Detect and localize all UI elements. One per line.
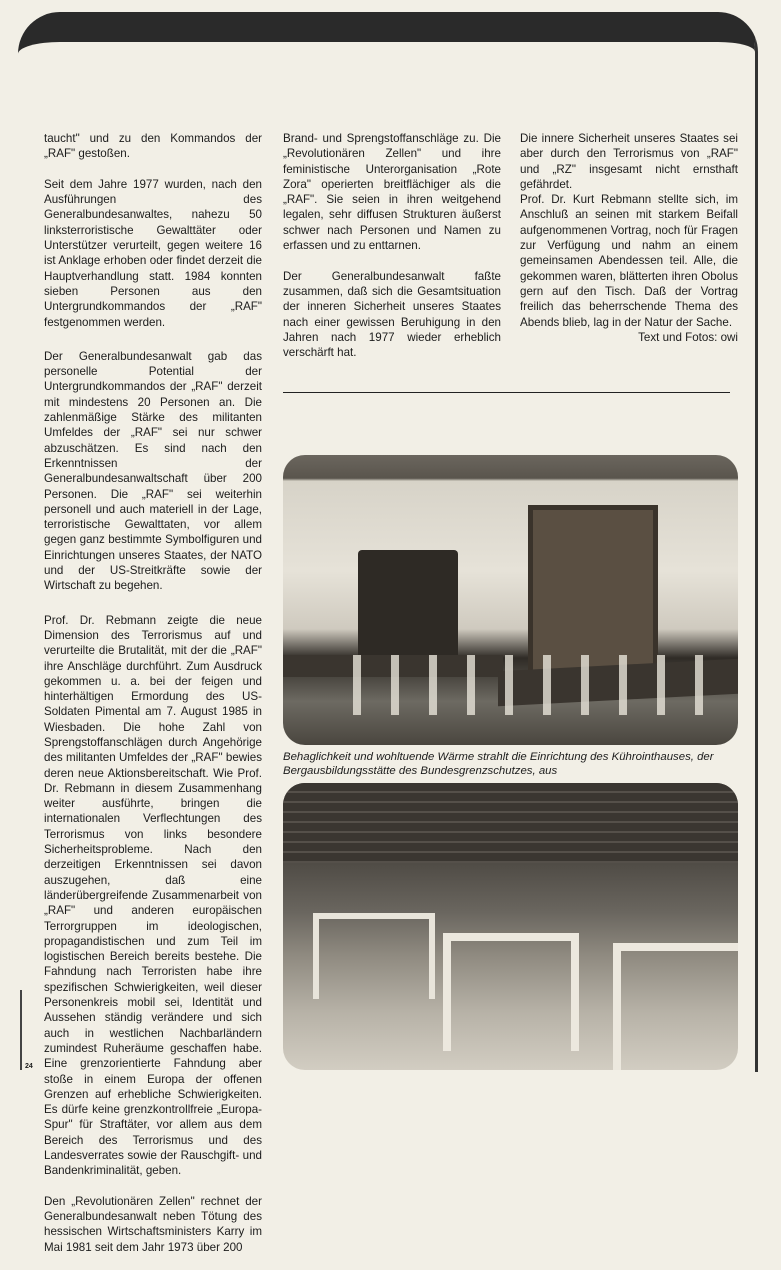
photo-caption: Behaglichkeit und wohltuende Wärme strahlt die Einrichtung des Kührointhauses, der Bergausbildungsstätte des Bundesgrenzschutzes, aus	[283, 751, 714, 777]
photo-stove	[358, 550, 458, 660]
page-frame-left-edge	[20, 990, 22, 1070]
photo-bunk-right	[613, 943, 738, 1070]
page-number: 24	[25, 1063, 33, 1070]
photo-ceiling-boards	[283, 783, 738, 863]
paragraph: Den „Revolutionären Zellen" rechnet der Generalbundesanwalt neben Tötung des hessischen Wirtschaftsministers Karry im Mai 1981 seit dem Jahr 1973 über 200	[44, 1194, 262, 1254]
photo-bunk-left	[313, 913, 435, 999]
paragraph: Der Generalbundesanwalt gab das personelle Potential der Untergrundkommandos der „RAF" derzeit mit mindestens 20 Personen an. Die zahlenmäßige Stärke des militanten Umfeldes der „RAF" sei nur schwer abzuschätzen. Es sind nach den Erkenntnissen der Generalbundesanwaltschaft über 200 Personen. Die „RAF" sei weiterhin personell und auch materiell in der Lage, terroristische Gewalttaten, vor allem gegen ganz bestimmte Symbolfiguren und Einrichtungen unseres Staates, der NATO und der US-Streitkräfte sowie der Wirtschaft zu begehen.	[44, 349, 262, 593]
photo-credit: Text und Fotos: owi	[638, 330, 738, 344]
photo-bunk-center	[443, 933, 579, 1051]
paragraph: Prof. Dr. Kurt Rebmann stellte sich, im Anschluß an seinen mit starkem Beifall aufgenommenen Vortrag, noch für Fragen zur Verfügung und nahm an einem gemeinsamen Abendessen teil. Alle, die gekommen waren, blätterten ihren Obolus gern auf den Tisch. Daß der Vortrag freilich das beherrschende Thema des Abends blieb, lag in der Natur der Sache.	[520, 193, 738, 329]
section-divider	[283, 392, 730, 393]
paragraph: Die innere Sicherheit unseres Staates sei aber durch den Terrorismus von „RAF" und „RZ" insgesamt nicht ernsthaft gefährdet.	[520, 132, 738, 191]
article-column-3	[520, 131, 738, 345]
paragraph: Seit dem Jahre 1977 wurden, nach den Ausführungen des Generalbundesanwaltes, nahezu 50 linksterroristische Gewalttäter oder Unterstützer verurteilt, gegen weitere 16 ist Anklage erhoben oder findet derzeit die Hauptverhandlung statt. 1984 konnten sieben Personen aus den Untergrundkommandos der „RAF" festgenommen werden.	[44, 177, 262, 329]
article-column-2	[283, 131, 501, 376]
photo-dormitory	[283, 783, 738, 1070]
paragraph: taucht" und zu den Kommandos der „RAF" gestoßen.	[44, 132, 262, 161]
photo-dining-room	[283, 455, 738, 745]
article-column-1	[44, 131, 262, 1270]
paragraph: Prof. Dr. Rebmann zeigte die neue Dimension des Terrorismus auf und verurteilte die Brutalität, mit der die „RAF" ihre Anschläge durchführt. Zum Ausdruck gekommen u. a. bei der feigen und hinterhältigen Ermordung des US-Soldaten Pimental am 7. August 1985 in Wiesbaden. Die hohe Zahl von Sprengstoffanschlägen durch Angehörige des militanten Umfeldes der „RAF" bewies deren neue Aktionsbereitschaft. Wie Prof. Dr. Rebmann in diesem Zusammenhang weiter ausführte, bringen die internationalen Verflechtungen des Terrorismus von links besondere Sicherheitsprobleme. Nach den derzeitigen Erkenntnissen sei davon auszugehen, daß eine länderübergreifende Zusammenarbeit von „RAF" und anderen europäischen Terrorgruppen im ideologischen, propagandistischen und zum Teil im logistischen Bereich bereits bestehe. Die Fahndung nach Terroristen habe ihre spezifischen Schwierigkeiten, weil dieser Personenkreis mobil sei, Identität und Aussehen ständig verändere und sich auch in westlichen Nachbarländern zumindest Ruheräume geschaffen habe. Eine grenzorientierte Fahndung aber stoße in einem Europa der offenen Grenzen auf erhebliche Schwierigkeiten. Es dürfe keine grenzkontrollfreie „Europa-Spur" für Straftäter, vor allem aus dem Bereich des Terrorismus und des Landesverrates sowie der Rauschgift- und Bandenkriminalität, geben.	[44, 613, 262, 1178]
paragraph: Brand- und Sprengstoffanschläge zu. Die „Revolutionären Zellen" und ihre feministische Unterorganisation „Rote Zora" operierten breitflächiger als die „RAF". Sie seien in ihren weitgehend legalen, sehr diffusen Strukturen äußerst schwer nach Personen und Namen zu erfassen und zu enttarnen.	[283, 132, 501, 253]
paragraph: Der Generalbundesanwalt faßte zusammen, daß sich die Gesamtsituation der inneren Sicherheit unseres Staates nach einer gewissen Beruhigung in den Jahren nach 1977 wieder erheblich verschärft hat.	[283, 269, 501, 360]
photo-chairs	[323, 655, 703, 715]
